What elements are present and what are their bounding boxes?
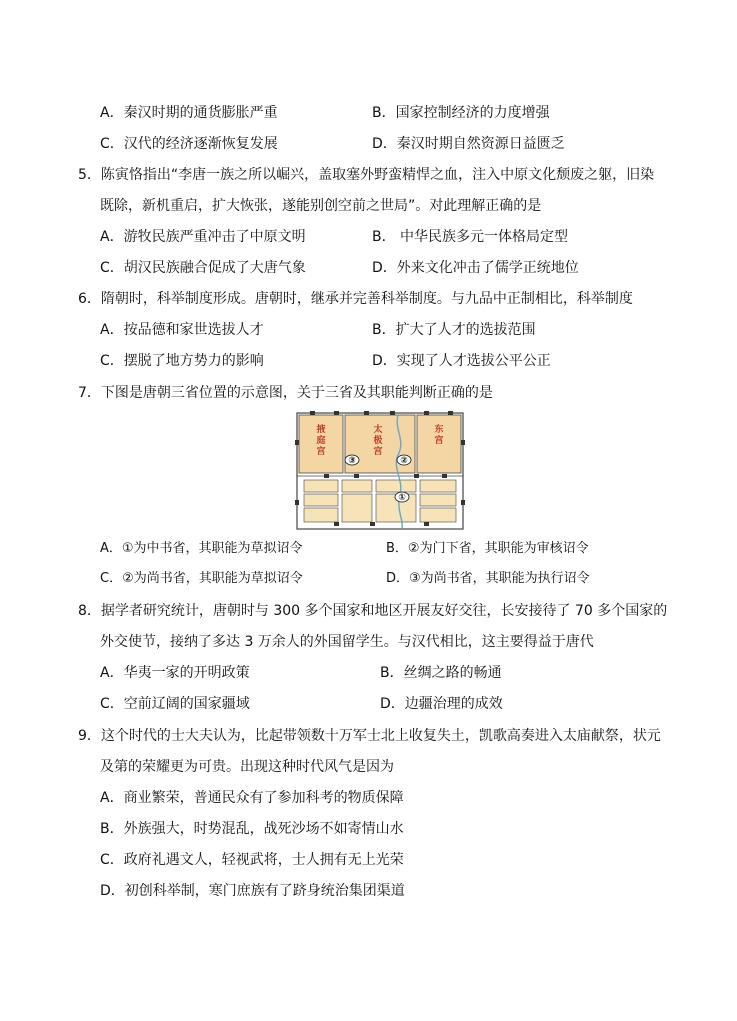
city-block [304,508,338,522]
q4-option-c: C．汉代的经济逐渐恢复发展 [100,136,278,152]
city-block [420,508,456,522]
q8-option-b: B．丝绸之路的畅通 [380,665,502,681]
map-figure [294,410,466,532]
west-palace-label-1: 掖 [316,425,326,435]
q4-option-b: B．国家控制经济的力度增强 [372,105,550,121]
center-palace-label-2: 极 [373,436,383,446]
q5-option-b: B． 中华民族多元一体格局定型 [372,229,569,245]
west-palace-label-3: 宫 [316,447,326,457]
q7-option-b: B．②为门下省，其职能为审核诏令 [386,541,589,556]
q4-option-a: A．秦汉时期的通货膨胀严重 [100,105,278,121]
q6-option-b: B．扩大了人才的选拔范围 [372,322,536,338]
city-block [342,480,372,492]
q6-stem: 6．隋朝时，科举制度形成。唐朝时，继承并完善科举制度。与九品中正制相比，科举制度 [78,291,633,307]
city-block [420,494,456,506]
q8-option-d: D．边疆治理的成效 [380,696,503,712]
marker-1-label: ① [398,493,406,503]
q9-option-c: C．政府礼遇文人，轻视武将，士人拥有无上光荣 [100,852,404,868]
q7-option-c: C．②为尚书省，其职能为草拟诏令 [100,571,303,586]
q7-stem: 7．下图是唐朝三省位置的示意图，关于三省及其职能判断正确的是 [78,385,493,401]
city-block [376,480,416,492]
q7-option-d: D．③为尚书省，其职能为执行诏令 [386,571,590,586]
q8-stem-line2: 外交使节，接纳了多达 3 万余人的外国留学生。与汉代相比，这主要得益于唐代 [100,634,594,650]
marker-2-label: ② [400,456,408,466]
q5-stem-line1: 5．陈寅恪指出“李唐一族之所以崛兴，盖取塞外野蛮精悍之血，注入中原文化颓废之躯，旧染 [78,167,655,183]
q5-stem-line2: 既除，新机重启，扩大恢张，遂能别创空前之世局”。对此理解正确的是 [100,198,542,214]
marker-3-label: ③ [348,456,356,466]
q9-stem-line1: 9．这个时代的士大夫认为，比起带领数十万军士北上收复失土，凯歌高奏进入太庙献祭，状元 [78,728,661,744]
q6-option-a: A．按品德和家世选拔人才 [100,322,264,338]
center-palace-label-3: 宫 [373,447,383,457]
q7-option-a: A．①为中书省，其职能为草拟诏令 [100,541,303,556]
q4-option-d: D．秦汉时期自然资源日益匮乏 [372,136,565,152]
q5-option-d: D．外来文化冲击了儒学正统地位 [372,260,579,276]
city-block [420,480,456,492]
west-palace-label-2: 庭 [316,436,326,446]
q5-option-a: A．游牧民族严重冲击了中原文明 [100,229,306,245]
east-palace-label-1: 东 [434,425,444,435]
q6-option-c: C．摆脱了地方势力的影响 [100,353,264,369]
q9-option-b: B．外族强大，时势混乱，战死沙场不如寄情山水 [100,821,404,837]
q9-stem-line2: 及第的荣耀更为可贵。出现这种时代风气是因为 [100,759,394,775]
q8-stem-line1: 8．据学者研究统计，唐朝时与 300 多个国家和地区开展友好交往，长安接待了 70 多个国家的 [78,603,668,619]
city-block [304,480,338,492]
city-block [342,494,372,522]
q8-option-a: A．华夷一家的开明政策 [100,665,250,681]
q5-option-c: C．胡汉民族融合促成了大唐气象 [100,260,306,276]
center-palace-label-1: 太 [373,425,383,435]
q9-option-a: A．商业繁荣，普通民众有了参加科考的物质保障 [100,790,404,806]
tang-three-departments-map [294,410,466,532]
q6-option-d: D．实现了人才选拔公平公正 [372,353,551,369]
east-palace-label-2: 宫 [434,436,444,446]
q8-option-c: C．空前辽阔的国家疆域 [100,696,250,712]
city-block [304,494,338,506]
q9-option-d: D．初创科举制，寒门庶族有了跻身统治集团渠道 [100,883,405,899]
